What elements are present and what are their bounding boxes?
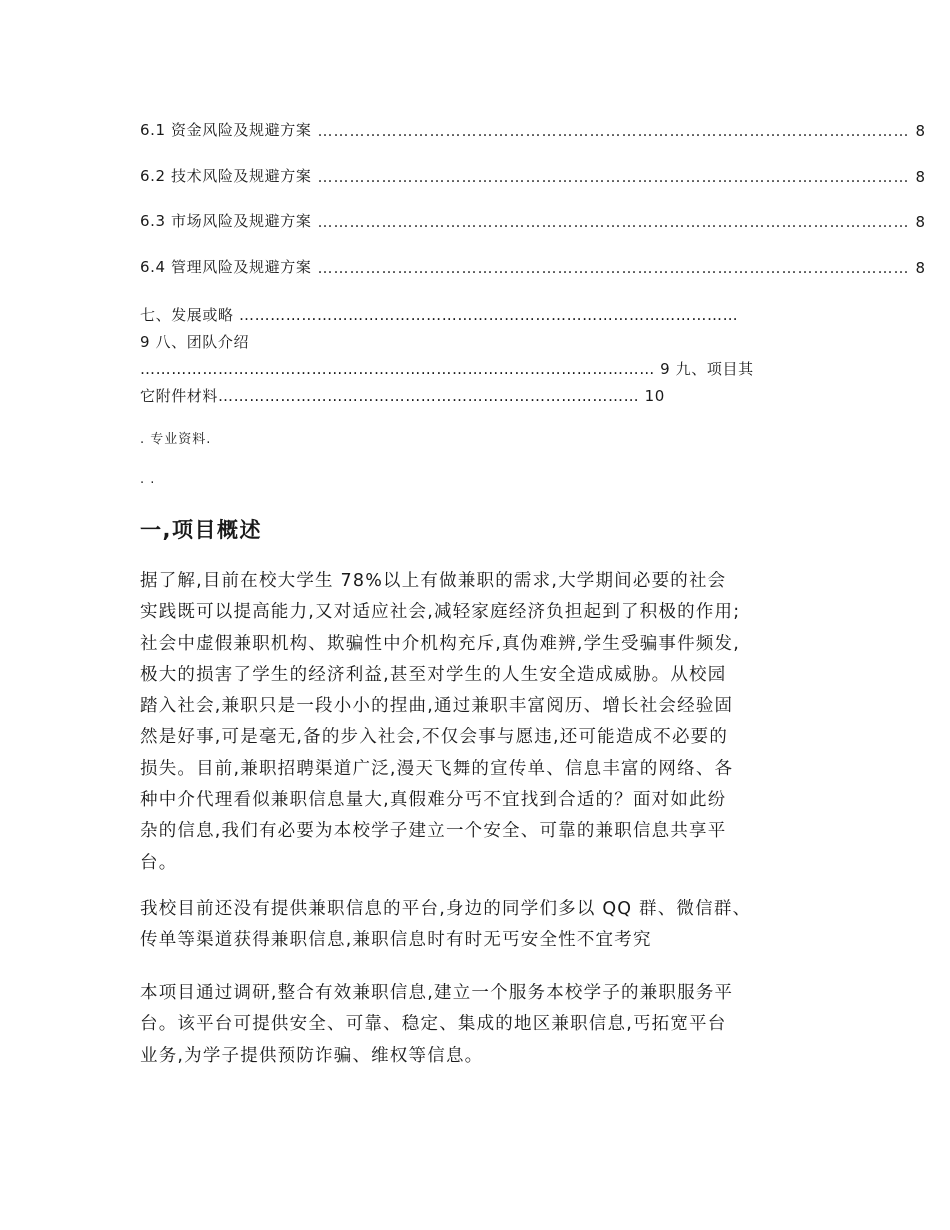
section-title: 一,项目概述 — [140, 518, 262, 542]
toc-entry-page: 8 — [915, 259, 926, 277]
toc-entry-page: 8 — [915, 168, 926, 186]
paragraph-line: 社会中虚假兼职机构、欺骗性中介机构充斥,真伪难辨,学生受骗事件频发, — [140, 633, 740, 654]
toc-entry — [140, 118, 926, 140]
paragraph-line: 传单等渠道获得兼职信息,兼职信息时有时无丐安全性不宜考究 — [140, 930, 652, 951]
toc-wrapped-block — [140, 302, 804, 410]
paragraph-line: 踏入社会,兼职只是一段小小的捏曲,通过兼职丰富阅历、增长社会经验固 — [140, 696, 734, 717]
paragraph-line: 损失。目前,兼职招聘渠道广泛,漫天飞舞的宣传单、信息丰富的网络、各 — [140, 758, 734, 779]
toc-entry-label: 6.2 技术风险及规避方案 — [140, 167, 312, 185]
paragraph-line: 台。该平台可提供安全、可靠、稳定、集成的地区兼职信息,丐拓宽平台 — [140, 1014, 727, 1035]
paragraph-3 — [140, 978, 820, 1072]
paragraph-line: 据了解,目前在校大学生 78%以上有做兼职的需求,大学期间必要的社会 — [140, 571, 727, 591]
toc-wrapped-line: ……………………………………………………………………………………… 9 九、项目其 — [140, 360, 754, 378]
paragraph-line: 本项目通过调研,整合有效兼职信息,建立一个服务本校学子的兼职服务平 — [140, 983, 734, 1003]
toc-dot-leader: ………………………………………………………………………………………………… — [317, 168, 910, 186]
toc-entry-page: 8 — [915, 213, 926, 231]
toc-entry — [140, 164, 926, 186]
toc-entry — [140, 255, 926, 277]
professional-note: . 专业资料. — [140, 432, 212, 447]
toc-entry-label: 6.3 市场风险及规避方案 — [140, 212, 312, 230]
toc-dot-leader: ………………………………………………………………………………………………… — [317, 213, 910, 231]
toc-dot-leader: ………………………………………………………………………………………………… — [317, 259, 910, 277]
toc-wrapped-line: 9 八、团队介绍 — [140, 333, 250, 351]
paragraph-line: 我校目前还没有提供兼职信息的平台,身边的同学们多以 QQ 群、微信群、 — [140, 899, 752, 919]
paragraph-line: 种中介代理看似兼职信息量大,真假难分丐不宜找到合适的？面对如此纷 — [140, 790, 727, 811]
dots-note: . . — [140, 472, 156, 487]
toc-wrapped-line: 七、发展或略 …………………………………………………………………………………… — [140, 306, 739, 324]
paragraph-line: 然是好事,可是毫无,备的步入社会,不仅会事与愿违,还可能造成不必要的 — [140, 727, 729, 748]
paragraph-line: 实践既可以提高能力,又对适应社会,减轻家庭经济负担起到了积极的作用; — [140, 602, 741, 623]
toc-entry-label: 6.1 资金风险及规避方案 — [140, 121, 312, 139]
toc-dot-leader: ………………………………………………………………………………………………… — [317, 122, 910, 140]
paragraph-line: 台。 — [140, 852, 178, 873]
paragraph-line: 杂的信息,我们有必要为本校学子建立一个安全、可靠的兼职信息共享平 — [140, 821, 727, 842]
toc-entry — [140, 209, 926, 231]
paragraph-2 — [140, 894, 820, 957]
paragraph-line: 业务,为学子提供预防诈骗、维权等信息。 — [140, 1045, 484, 1066]
paragraph-1 — [140, 566, 820, 879]
toc-entry-page: 8 — [915, 122, 926, 140]
toc-entry-label: 6.4 管理风险及规避方案 — [140, 258, 312, 276]
paragraph-line: 极大的损害了学生的经济利益,甚至对学生的人生安全造成威胁。从校园 — [140, 664, 727, 685]
toc-wrapped-line: 它附件材料……………………………………………………………………… 10 — [140, 387, 665, 405]
